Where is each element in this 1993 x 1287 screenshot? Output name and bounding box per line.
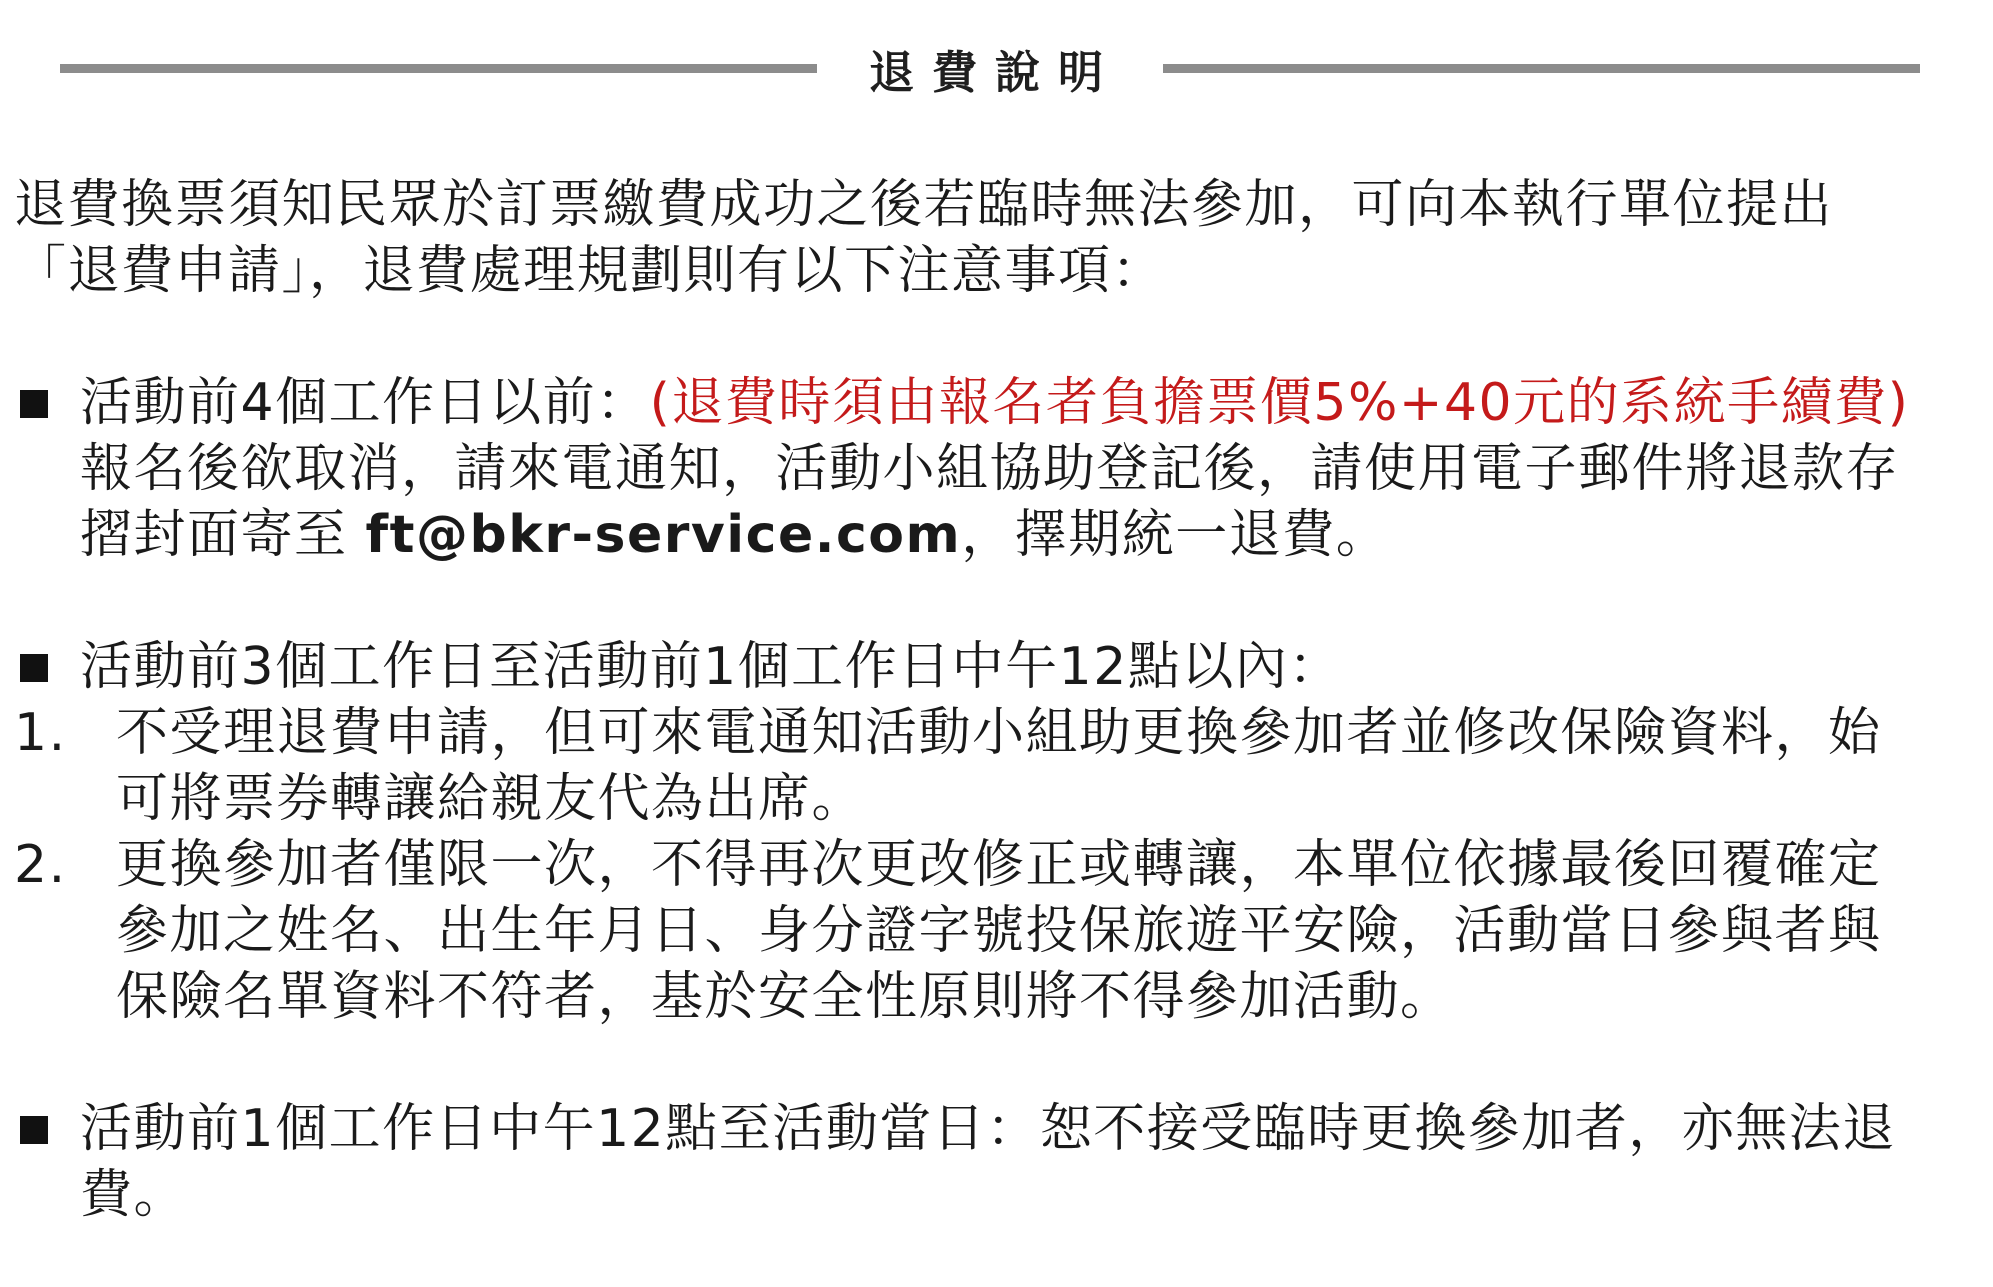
page-title: 退費說明	[869, 45, 1122, 99]
item-text-line: 參加之姓名、出生年月日、身分證字號投保旅遊平安險，活動當日參與者與	[116, 901, 1882, 961]
intro-line: 「退費申請」，退費處理規劃則有以下注意事項：	[14, 241, 1166, 301]
intro-paragraph	[14, 172, 1984, 304]
rule-text: ，擇期統一退費。	[961, 505, 1390, 565]
rule-heading: 活動前3個工作日至活動前1個工作日中午12點以內：	[80, 637, 1342, 697]
item-text-line: 不受理退費申請，但可來電通知活動小組助更換參加者並修改保險資料，始	[116, 703, 1882, 763]
contact-email: ft@bkr-service.com	[365, 505, 962, 565]
rule-heading: 活動前4個工作日以前：	[80, 373, 650, 433]
numbered-item	[14, 832, 1984, 1030]
rule-heading-line	[80, 370, 1909, 436]
rule-heading: 活動前1個工作日中午12點至活動當日：恕不接受臨時更換參加者，亦無法退	[80, 1099, 1896, 1159]
square-bullet-icon	[14, 634, 80, 700]
section-header	[60, 28, 1920, 108]
rule-text-line: 費。	[80, 1165, 188, 1225]
item-text-line: 可將票券轉讓給親友代為出席。	[116, 769, 866, 829]
square-bullet-icon	[14, 1096, 80, 1162]
square-bullet-icon	[14, 370, 80, 436]
intro-line: 退費換票須知民眾於訂票繳費成功之後若臨時無法參加，可向本執行單位提出	[14, 175, 1834, 235]
item-text-line: 保險名單資料不符者，基於安全性原則將不得參加活動。	[116, 967, 1454, 1027]
rule-text-line	[80, 502, 1909, 568]
item-number: 1.	[14, 703, 67, 763]
refund-rule-section	[14, 634, 1984, 1030]
refund-content	[14, 172, 1984, 1228]
fee-note: (退費時須由報名者負擔票價5%+40元的系統手續費)	[649, 373, 1910, 433]
refund-rule-section	[14, 370, 1984, 568]
rule-text-line: 報名後欲取消，請來電通知，活動小組協助登記後，請使用電子郵件將退款存	[80, 439, 1900, 499]
numbered-item	[14, 700, 1984, 832]
item-number: 2.	[14, 835, 67, 895]
refund-rule-section	[14, 1096, 1984, 1228]
item-text-line: 更換參加者僅限一次，不得再次更改修正或轉讓，本單位依據最後回覆確定	[116, 835, 1882, 895]
header-rule-left	[60, 64, 817, 73]
header-rule-right	[1163, 64, 1920, 73]
rule-text: 摺封面寄至	[80, 505, 366, 565]
